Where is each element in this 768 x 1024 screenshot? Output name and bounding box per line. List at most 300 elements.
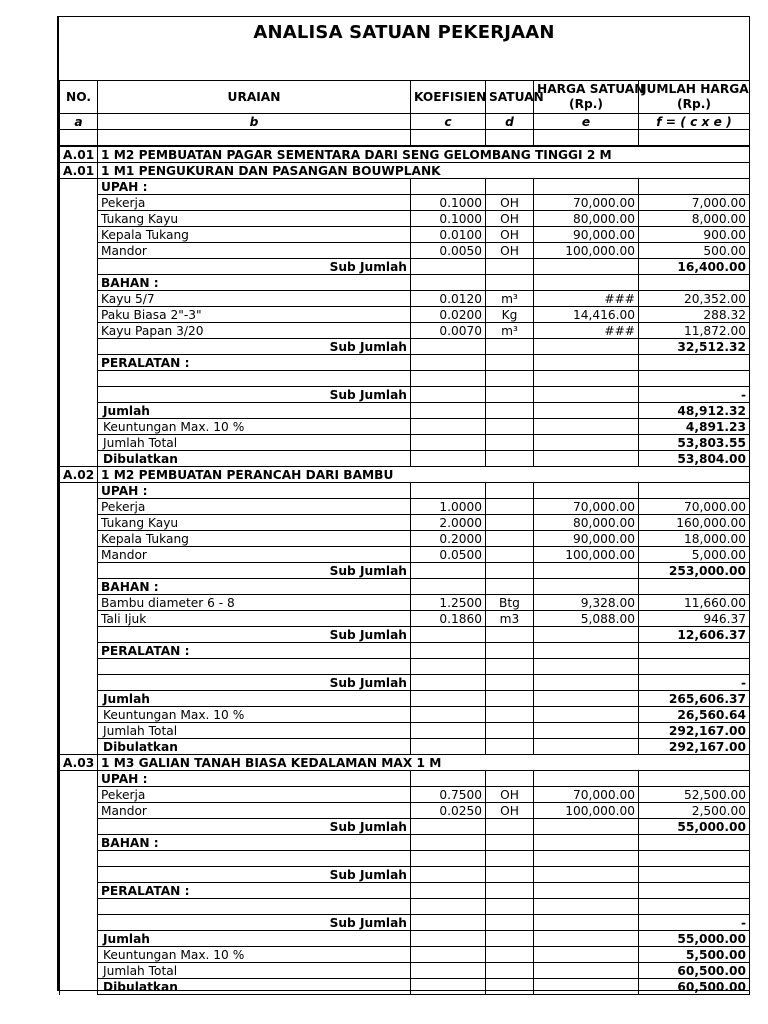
jumlah-harga-cell: 32,512.32 <box>639 339 750 355</box>
harga-satuan-cell: 80,000.00 <box>534 211 639 227</box>
satuan-cell: m³ <box>486 291 534 307</box>
harga-satuan-cell <box>534 771 639 787</box>
jumlah-harga-cell: 11,660.00 <box>639 595 750 611</box>
harga-satuan-cell <box>534 627 639 643</box>
header-koefisien: KOEFISIEN <box>411 81 486 114</box>
koefisien-cell <box>411 387 486 403</box>
jumlah-harga-cell: 18,000.00 <box>639 531 750 547</box>
no-cell <box>60 851 98 867</box>
uraian-cell: Dibulatkan <box>98 451 411 467</box>
uraian-cell: PERALATAN : <box>98 883 411 899</box>
table-row <box>60 611 750 627</box>
letter-c: c <box>411 114 486 130</box>
koefisien-cell: 0.0500 <box>411 547 486 563</box>
harga-satuan-cell <box>534 355 639 371</box>
table-row <box>60 787 750 803</box>
no-cell <box>60 563 98 579</box>
satuan-cell: OH <box>486 787 534 803</box>
no-cell <box>60 243 98 259</box>
uraian-cell: Sub Jumlah <box>98 915 411 931</box>
title-area <box>59 17 749 80</box>
table-row <box>60 243 750 259</box>
jumlah-harga-cell <box>639 579 750 595</box>
harga-satuan-cell <box>534 275 639 291</box>
harga-satuan-cell: ### <box>534 291 639 307</box>
harga-satuan-cell: 9,328.00 <box>534 595 639 611</box>
koefisien-cell: 0.0070 <box>411 323 486 339</box>
jumlah-harga-cell: 11,872.00 <box>639 323 750 339</box>
satuan-cell: Kg <box>486 307 534 323</box>
satuan-cell <box>486 707 534 723</box>
no-cell <box>60 947 98 963</box>
uraian-cell: Pekerja <box>98 195 411 211</box>
no-cell <box>60 931 98 947</box>
header-harga-satuan-line1: HARGA SATUAN <box>537 82 645 96</box>
no-cell <box>60 867 98 883</box>
satuan-cell <box>486 563 534 579</box>
sect-row <box>60 179 750 195</box>
total-row <box>60 723 750 739</box>
koefisien-cell <box>411 259 486 275</box>
no-cell <box>60 227 98 243</box>
koefisien-cell <box>411 691 486 707</box>
jumlah-harga-cell: 160,000.00 <box>639 515 750 531</box>
table-row <box>60 227 750 243</box>
jumlah-harga-cell: 8,000.00 <box>639 211 750 227</box>
satuan-cell: OH <box>486 243 534 259</box>
uraian-cell: PERALATAN : <box>98 355 411 371</box>
no-cell <box>60 435 98 451</box>
no-cell <box>60 531 98 547</box>
harga-satuan-cell <box>534 643 639 659</box>
satuan-cell <box>486 947 534 963</box>
uraian-cell: Sub Jumlah <box>98 819 411 835</box>
satuan-cell <box>486 739 534 755</box>
uraian-cell: Sub Jumlah <box>98 867 411 883</box>
satuan-cell <box>486 259 534 275</box>
no-cell <box>60 371 98 387</box>
section-title: 1 M2 PEMBUATAN PERANCAH DARI BAMBU <box>98 467 750 483</box>
jumlah-harga-cell: 5,500.00 <box>639 947 750 963</box>
uraian-cell: Jumlah <box>98 403 411 419</box>
header-harga-satuan <box>534 81 645 114</box>
jumlah-harga-cell: 53,803.55 <box>639 435 750 451</box>
koefisien-cell <box>411 867 486 883</box>
spacer-cell <box>639 130 750 147</box>
uraian-cell: UPAH : <box>98 771 411 787</box>
no-cell <box>60 979 98 995</box>
koefisien-cell <box>411 819 486 835</box>
section-header-row <box>60 146 750 163</box>
harga-satuan-cell: 90,000.00 <box>534 531 639 547</box>
harga-satuan-cell: 14,416.00 <box>534 307 639 323</box>
satuan-cell <box>486 643 534 659</box>
jumlah-harga-cell: 253,000.00 <box>639 563 750 579</box>
uraian-cell: Sub Jumlah <box>98 259 411 275</box>
koefisien-cell <box>411 627 486 643</box>
table-row <box>60 531 750 547</box>
blank-row <box>60 371 750 387</box>
total-row <box>60 403 750 419</box>
jumlah-harga-cell: 4,891.23 <box>639 419 750 435</box>
jumlah-harga-cell: 55,000.00 <box>639 931 750 947</box>
jumlah-harga-cell <box>639 659 750 675</box>
uraian-cell: BAHAN : <box>98 835 411 851</box>
page-title: ANALISA SATUAN PEKERJAAN <box>253 22 555 43</box>
sect-row <box>60 579 750 595</box>
jumlah-harga-cell: 7,000.00 <box>639 195 750 211</box>
jumlah-harga-cell: 60,500.00 <box>639 963 750 979</box>
koefisien-cell: 0.2000 <box>411 531 486 547</box>
satuan-cell <box>486 371 534 387</box>
satuan-cell <box>486 451 534 467</box>
harga-satuan-cell: 80,000.00 <box>534 515 639 531</box>
total-row <box>60 963 750 979</box>
sect-row <box>60 483 750 499</box>
no-cell <box>60 819 98 835</box>
jumlah-harga-cell <box>639 643 750 659</box>
item-code: A.01 <box>60 163 98 179</box>
letter-b: b <box>98 114 411 130</box>
sub-row <box>60 259 750 275</box>
jumlah-harga-cell: 2,500.00 <box>639 803 750 819</box>
koefisien-cell <box>411 979 486 995</box>
jumlah-harga-cell: 53,804.00 <box>639 451 750 467</box>
koefisien-cell: 0.0120 <box>411 291 486 307</box>
uraian-cell: Pekerja <box>98 499 411 515</box>
jumlah-harga-cell: 26,560.64 <box>639 707 750 723</box>
jumlah-harga-cell <box>639 355 750 371</box>
harga-satuan-cell <box>534 483 639 499</box>
koefisien-cell: 0.0050 <box>411 243 486 259</box>
header-jumlah-harga-line2: (Rp.) <box>677 97 711 111</box>
header-satuan: SATUAN <box>486 81 534 114</box>
no-cell <box>60 595 98 611</box>
harga-satuan-cell <box>534 691 639 707</box>
uraian-cell: Tukang Kayu <box>98 515 411 531</box>
sub-row <box>60 627 750 643</box>
no-cell <box>60 675 98 691</box>
koefisien-cell: 1.2500 <box>411 595 486 611</box>
table-row <box>60 291 750 307</box>
satuan-cell <box>486 419 534 435</box>
sub-row <box>60 339 750 355</box>
harga-satuan-cell <box>534 179 639 195</box>
satuan-cell <box>486 499 534 515</box>
no-cell <box>60 355 98 371</box>
koefisien-cell: 0.0250 <box>411 803 486 819</box>
koefisien-cell <box>411 851 486 867</box>
spacer-cell <box>98 130 411 147</box>
no-cell <box>60 451 98 467</box>
satuan-cell <box>486 915 534 931</box>
uraian-cell: Sub Jumlah <box>98 387 411 403</box>
total-row <box>60 691 750 707</box>
satuan-cell <box>486 819 534 835</box>
harga-satuan-cell <box>534 851 639 867</box>
satuan-cell <box>486 179 534 195</box>
no-cell <box>60 771 98 787</box>
no-cell <box>60 611 98 627</box>
koefisien-cell <box>411 483 486 499</box>
koefisien-cell <box>411 963 486 979</box>
satuan-cell <box>486 355 534 371</box>
table-row <box>60 323 750 339</box>
satuan-cell <box>486 835 534 851</box>
no-cell <box>60 387 98 403</box>
uraian-cell: Tukang Kayu <box>98 211 411 227</box>
uraian-cell: Kayu Papan 3/20 <box>98 323 411 339</box>
sect-row <box>60 883 750 899</box>
sub-row <box>60 867 750 883</box>
letter-f: f = ( c x e ) <box>639 114 750 130</box>
sub-row <box>60 387 750 403</box>
harga-satuan-cell: 100,000.00 <box>534 803 639 819</box>
letter-a: a <box>60 114 98 130</box>
table-row <box>60 307 750 323</box>
uraian-cell: Jumlah Total <box>98 723 411 739</box>
satuan-cell: Btg <box>486 595 534 611</box>
no-cell <box>60 643 98 659</box>
uraian-cell: Sub Jumlah <box>98 563 411 579</box>
harga-satuan-cell: 70,000.00 <box>534 195 639 211</box>
satuan-cell <box>486 979 534 995</box>
harga-satuan-cell <box>534 979 639 995</box>
no-cell <box>60 403 98 419</box>
item-code: A.02 <box>60 467 98 483</box>
jumlah-harga-cell <box>639 899 750 915</box>
jumlah-harga-cell: 16,400.00 <box>639 259 750 275</box>
koefisien-cell <box>411 931 486 947</box>
satuan-cell <box>486 867 534 883</box>
total-row <box>60 931 750 947</box>
no-cell <box>60 179 98 195</box>
uraian-cell: Jumlah <box>98 691 411 707</box>
no-cell <box>60 547 98 563</box>
koefisien-cell <box>411 563 486 579</box>
uraian-cell <box>98 851 411 867</box>
koefisien-cell <box>411 275 486 291</box>
jumlah-harga-cell <box>639 835 750 851</box>
no-cell <box>60 499 98 515</box>
sect-row <box>60 355 750 371</box>
jumlah-harga-cell: 900.00 <box>639 227 750 243</box>
satuan-cell <box>486 675 534 691</box>
total-row <box>60 979 750 995</box>
header-jumlah-harga <box>639 81 750 114</box>
satuan-cell <box>486 275 534 291</box>
jumlah-harga-cell <box>639 851 750 867</box>
harga-satuan-cell <box>534 387 639 403</box>
jumlah-harga-cell: - <box>639 675 750 691</box>
uraian-cell <box>98 659 411 675</box>
satuan-cell <box>486 435 534 451</box>
no-cell <box>60 723 98 739</box>
jumlah-harga-cell: - <box>639 387 750 403</box>
no-cell <box>60 275 98 291</box>
harga-satuan-cell <box>534 883 639 899</box>
uraian-cell: Sub Jumlah <box>98 675 411 691</box>
table-row <box>60 515 750 531</box>
harga-satuan-cell <box>534 835 639 851</box>
jumlah-harga-cell <box>639 483 750 499</box>
jumlah-harga-cell: 292,167.00 <box>639 739 750 755</box>
uraian-cell: Pekerja <box>98 787 411 803</box>
uraian-cell: Keuntungan Max. 10 % <box>98 419 411 435</box>
koefisien-cell <box>411 579 486 595</box>
jumlah-harga-cell: 12,606.37 <box>639 627 750 643</box>
harga-satuan-cell <box>534 339 639 355</box>
satuan-cell <box>486 883 534 899</box>
blank-row <box>60 899 750 915</box>
uraian-cell: Dibulatkan <box>98 979 411 995</box>
table-row <box>60 595 750 611</box>
spacer-cell <box>486 130 534 147</box>
no-cell <box>60 419 98 435</box>
spacer-cell <box>534 130 639 147</box>
no-cell <box>60 483 98 499</box>
harga-satuan-cell <box>534 259 639 275</box>
no-cell <box>60 307 98 323</box>
total-row <box>60 435 750 451</box>
harga-satuan-cell: 100,000.00 <box>534 243 639 259</box>
jumlah-harga-cell: 265,606.37 <box>639 691 750 707</box>
koefisien-cell <box>411 403 486 419</box>
harga-satuan-cell <box>534 915 639 931</box>
koefisien-cell <box>411 883 486 899</box>
harga-satuan-cell <box>534 931 639 947</box>
sub-row <box>60 563 750 579</box>
sect-row <box>60 835 750 851</box>
uraian-cell <box>98 899 411 915</box>
no-cell <box>60 835 98 851</box>
total-row <box>60 419 750 435</box>
koefisien-cell <box>411 675 486 691</box>
no-cell <box>60 787 98 803</box>
no-cell <box>60 739 98 755</box>
jumlah-harga-cell <box>639 179 750 195</box>
harga-satuan-cell <box>534 675 639 691</box>
letter-d: d <box>486 114 534 130</box>
no-cell <box>60 803 98 819</box>
koefisien-cell <box>411 835 486 851</box>
uraian-cell: Kayu 5/7 <box>98 291 411 307</box>
sect-row <box>60 275 750 291</box>
uraian-cell: Kepala Tukang <box>98 227 411 243</box>
jumlah-harga-cell: 60,500.00 <box>639 979 750 995</box>
spacer-cell <box>60 130 98 147</box>
satuan-cell: OH <box>486 195 534 211</box>
sect-row <box>60 643 750 659</box>
satuan-cell <box>486 483 534 499</box>
sect-row <box>60 771 750 787</box>
harga-satuan-cell <box>534 819 639 835</box>
harga-satuan-cell: 100,000.00 <box>534 547 639 563</box>
section-title: 1 M1 PENGUKURAN DAN PASANGAN BOUWPLANK <box>98 163 750 179</box>
harga-satuan-cell <box>534 451 639 467</box>
no-cell <box>60 963 98 979</box>
total-row <box>60 947 750 963</box>
harga-satuan-cell <box>534 899 639 915</box>
uraian-cell: Mandor <box>98 803 411 819</box>
satuan-cell <box>486 515 534 531</box>
harga-satuan-cell <box>534 371 639 387</box>
koefisien-cell <box>411 179 486 195</box>
jumlah-harga-cell <box>639 867 750 883</box>
koefisien-cell <box>411 659 486 675</box>
no-cell <box>60 627 98 643</box>
satuan-cell <box>486 723 534 739</box>
uraian-cell: Tali Ijuk <box>98 611 411 627</box>
uraian-cell: Sub Jumlah <box>98 339 411 355</box>
harga-satuan-cell: 90,000.00 <box>534 227 639 243</box>
koefisien-cell <box>411 915 486 931</box>
satuan-cell <box>486 387 534 403</box>
koefisien-cell <box>411 739 486 755</box>
no-cell <box>60 883 98 899</box>
total-row <box>60 707 750 723</box>
koefisien-cell <box>411 899 486 915</box>
jumlah-harga-cell <box>639 371 750 387</box>
koefisien-cell <box>411 419 486 435</box>
table-row <box>60 211 750 227</box>
no-cell <box>60 259 98 275</box>
header-row <box>60 81 750 114</box>
jumlah-harga-cell: 20,352.00 <box>639 291 750 307</box>
satuan-cell <box>486 691 534 707</box>
no-cell <box>60 211 98 227</box>
koefisien-cell <box>411 771 486 787</box>
no-cell <box>60 323 98 339</box>
no-cell <box>60 659 98 675</box>
satuan-cell <box>486 627 534 643</box>
satuan-cell <box>486 659 534 675</box>
harga-satuan-cell: 70,000.00 <box>534 499 639 515</box>
harga-satuan-cell <box>534 947 639 963</box>
jumlah-harga-cell: - <box>639 915 750 931</box>
satuan-cell <box>486 579 534 595</box>
koefisien-cell: 0.7500 <box>411 787 486 803</box>
satuan-cell <box>486 899 534 915</box>
jumlah-harga-cell: 55,000.00 <box>639 819 750 835</box>
no-cell <box>60 579 98 595</box>
satuan-cell: OH <box>486 803 534 819</box>
sub-row <box>60 675 750 691</box>
jumlah-harga-cell <box>639 275 750 291</box>
item-code: A.03 <box>60 755 98 771</box>
jumlah-harga-cell: 500.00 <box>639 243 750 259</box>
header-harga-satuan-line2: (Rp.) <box>569 97 603 111</box>
no-cell <box>60 691 98 707</box>
satuan-cell <box>486 851 534 867</box>
uraian-cell: Jumlah <box>98 931 411 947</box>
jumlah-harga-cell: 52,500.00 <box>639 787 750 803</box>
table-row <box>60 547 750 563</box>
jumlah-harga-cell <box>639 883 750 899</box>
header-jumlah-harga-line1: JUMLAH HARGA <box>642 82 749 96</box>
harga-satuan-cell <box>534 723 639 739</box>
harga-satuan-cell <box>534 579 639 595</box>
letter-e: e <box>534 114 639 130</box>
harga-satuan-cell <box>534 403 639 419</box>
uraian-cell: Paku Biasa 2"-3" <box>98 307 411 323</box>
analysis-table <box>59 80 750 995</box>
satuan-cell <box>486 531 534 547</box>
uraian-cell: Jumlah Total <box>98 435 411 451</box>
uraian-cell: BAHAN : <box>98 579 411 595</box>
koefisien-cell: 0.0200 <box>411 307 486 323</box>
uraian-cell: Dibulatkan <box>98 739 411 755</box>
